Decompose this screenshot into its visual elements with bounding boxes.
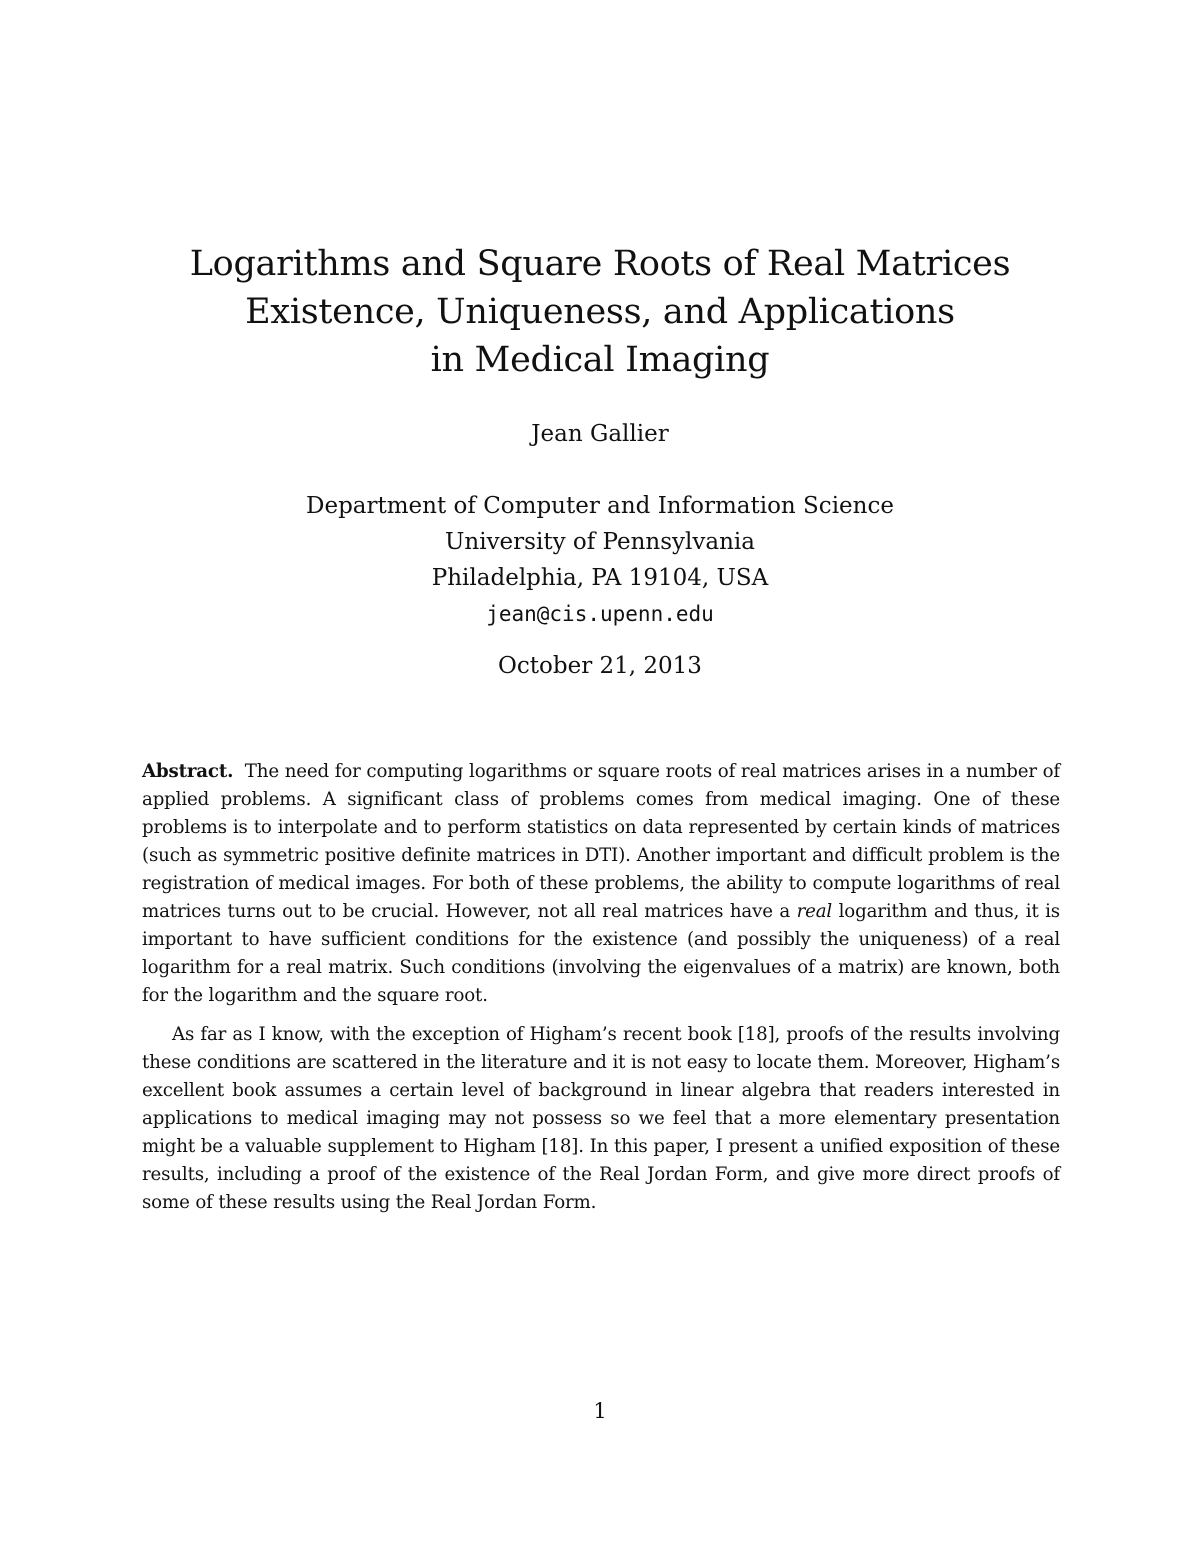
affiliation-university: University of Pennsylvania [445,529,755,555]
abstract-paragraph-1 [142,758,1060,1010]
abstract-p1-emphasis: real [796,901,833,922]
affiliation-department: Department of Computer and Information Science [306,493,894,519]
abstract-section [142,758,1060,1228]
abstract-label: Abstract. [142,761,234,782]
author-name: Jean Gallier [531,421,669,447]
page-number: 1 [593,1399,607,1423]
title-line-3: in Medical Imaging [430,340,770,380]
title-line-2: Existence, Uniqueness, and Applications [245,292,955,332]
abstract-paragraph-2: As far as I know, with the exception of Higham’s recent book [18], proofs of the results involving these conditions are scattered in the literature and it is not easy to locate them. Moreover, Higham’s excellent book assumes a certain level of background in linear algebra that readers interested in applications to medical imaging may not possess so we feel that a more elementary presentation might be a valuable supplement to Higham [18]. In this paper, I present a unified exposition of these results, including a proof of the existence of the Real Jordan Form, and give more direct proofs of some of these results using the Real Jordan Form. [142,1024,1060,1213]
affiliation-block [0,488,1200,632]
author-email: jean@cis.upenn.edu [486,602,714,626]
abstract-p1-start: The need for computing logarithms or square roots of real matrices arises in a number of applied problems. A significant class of problems comes from medical imaging. One of these problems is to interpolate and to perform statistics on data represented by certain kinds of matrices (such as symmetric positive definite matrices in DTI). Another important and difficult problem is the registration of medical images. For both of these problems, the ability to compute logarithms of real matrices turns out to be crucial. However, not all real matrices have a [142,761,1060,922]
title-line-1: Logarithms and Square Roots of Real Matrices [189,244,1011,284]
abstract-p1-end: logarithm and thus, it is important to have sufficient conditions for the existence (and possibly the uniqueness) of a real logarithm for a real matrix. Such conditions (involving the eigenvalues of a matrix) are known, both for the logarithm and the square root. [142,901,1060,1006]
paper-date: October 21, 2013 [498,653,702,679]
paper-title [0,240,1200,384]
affiliation-address: Philadelphia, PA 19104, USA [431,565,769,591]
